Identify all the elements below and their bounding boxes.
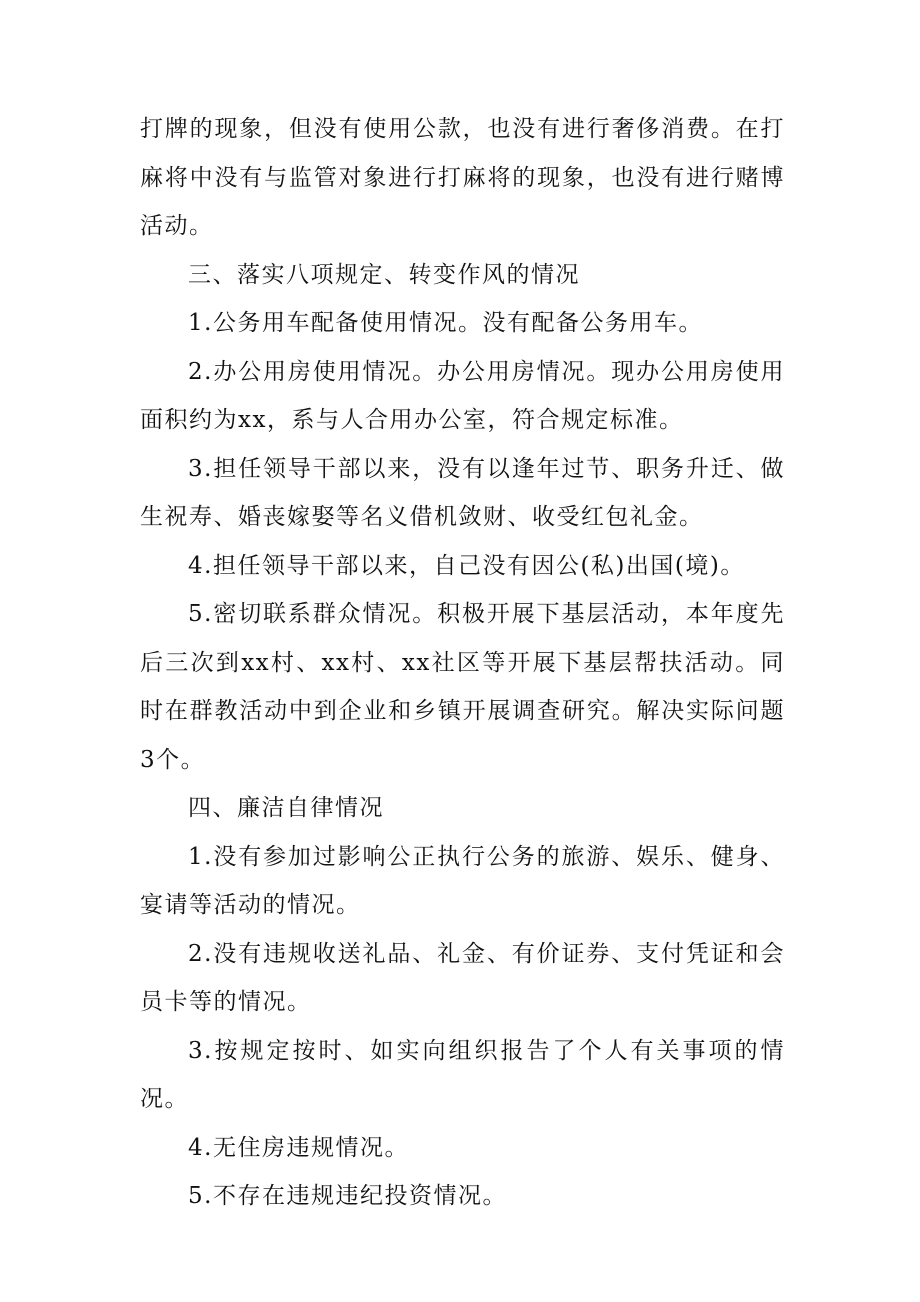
section-heading-4: 四、廉洁自律情况	[188, 795, 384, 821]
list-item-4-5: 5.不存在违规违纪投资情况。	[188, 1183, 507, 1209]
document-body	[140, 105, 785, 1221]
list-item-4-1: 1.没有参加过影响公正执行公务的旅游、娱乐、健身、宴请等活动的情况。	[140, 843, 785, 918]
list-item-3-4: 4.担任领导干部以来，自己没有因公(私)出国(境)。	[188, 552, 745, 579]
list-item-4-2: 2.没有违规收送礼品、礼金、有价证券、支付凭证和会员卡等的情况。	[140, 940, 785, 1015]
list-item-3-3: 3.担任领导干部以来，没有以逢年过节、职务升迁、做生祝寿、婚丧嫁娶等名义借机敛财、收受红包礼金。	[140, 455, 785, 530]
paragraph-continuation: 打牌的现象，但没有使用公款，也没有进行奢侈消费。在打麻将中没有与监管对象进行打麻将的现象，也没有进行赌博活动。	[140, 116, 785, 239]
list-item-4-3: 3.按规定按时、如实向组织报告了个人有关事项的情况。	[140, 1037, 785, 1112]
list-item-4-4: 4.无住房违规情况。	[188, 1134, 409, 1161]
list-item-3-1: 1.公务用车配备使用情况。没有配备公务用车。	[188, 310, 703, 336]
list-item-3-2: 2.办公用房使用情况。办公用房情况。现办公用房使用面积约为xx，系与人合用办公室，符合规定标准。	[140, 358, 785, 433]
list-item-3-5: 5.密切联系群众情况。积极开展下基层活动，本年度先后三次到xx村、xx村、xx社区等开展下基层帮扶活动。同时在群教活动中到企业和乡镇开展调查研究。解决实际问题3个。	[140, 601, 785, 773]
section-heading-3: 三、落实八项规定、转变作风的情况	[188, 261, 580, 288]
